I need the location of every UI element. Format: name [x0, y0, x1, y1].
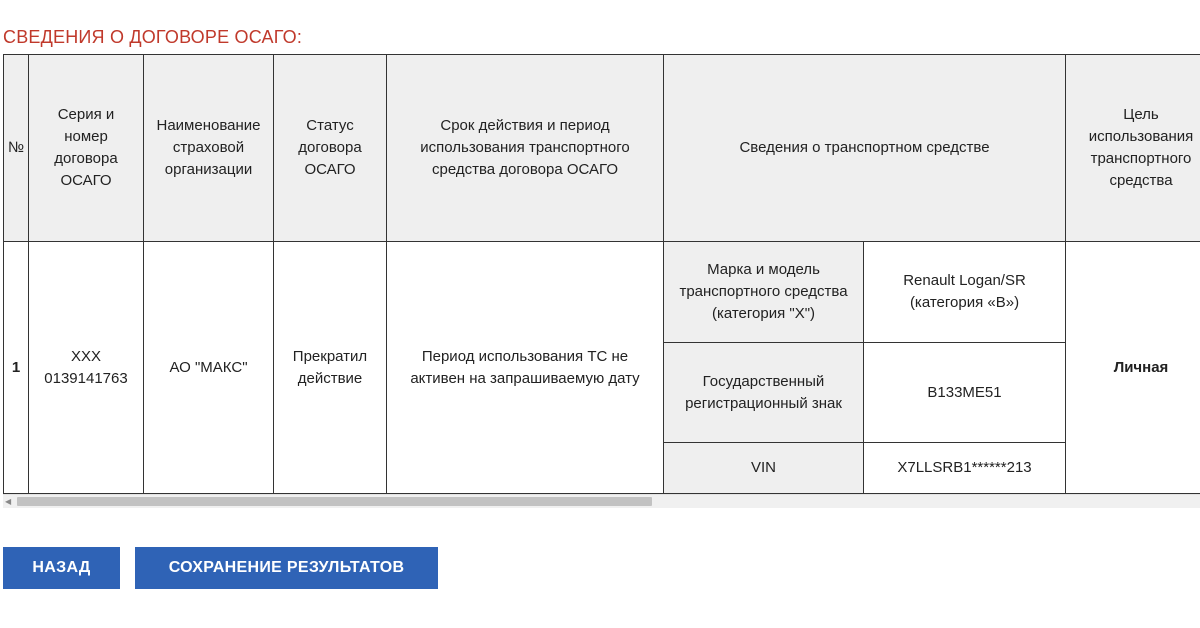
vehicle-vin-label: VIN — [664, 443, 864, 494]
vehicle-model-label: Марка и модель транспортного средства (категория "X") — [664, 242, 864, 343]
header-series: Серия и номер договора ОСАГО — [29, 55, 144, 242]
row-status: Прекратил действие — [274, 242, 387, 494]
header-row — [4, 55, 1200, 242]
vehicle-plate-label: Государственный регистрационный знак — [664, 343, 864, 443]
save-results-button[interactable]: СОХРАНЕНИЕ РЕЗУЛЬТАТОВ — [135, 547, 438, 589]
vehicle-vin-value: X7LLSRB1******213 — [864, 443, 1066, 494]
osago-table — [3, 54, 1200, 494]
table-row — [4, 242, 1200, 343]
scroll-left-arrow-icon[interactable]: ◀ — [5, 497, 12, 506]
row-num: 1 — [4, 242, 29, 494]
header-status: Статус договора ОСАГО — [274, 55, 387, 242]
osago-table-container — [3, 54, 1200, 494]
section-title: СВЕДЕНИЯ О ДОГОВОРЕ ОСАГО: — [3, 27, 303, 47]
row-purpose: Личная — [1066, 242, 1200, 494]
header-num: № — [4, 55, 29, 242]
vehicle-model-value: Renault Logan/SR (категория «B») — [864, 242, 1066, 343]
header-insurer: Наименование страховой организации — [144, 55, 274, 242]
horizontal-scrollbar[interactable] — [3, 494, 1200, 508]
scrollbar-thumb[interactable] — [17, 497, 652, 506]
row-insurer: АО "МАКС" — [144, 242, 274, 494]
header-period: Срок действия и период использования транспортного средства договора ОСАГО — [387, 55, 664, 242]
back-button[interactable]: НАЗАД — [3, 547, 120, 589]
header-vehicle: Сведения о транспортном средстве — [664, 55, 1066, 242]
row-series: XXX 0139141763 — [29, 242, 144, 494]
vehicle-plate-value: B133ME51 — [864, 343, 1066, 443]
header-purpose: Цель использования транспортного средства — [1066, 55, 1200, 242]
row-period: Период использования ТС не активен на запрашиваемую дату — [387, 242, 664, 494]
